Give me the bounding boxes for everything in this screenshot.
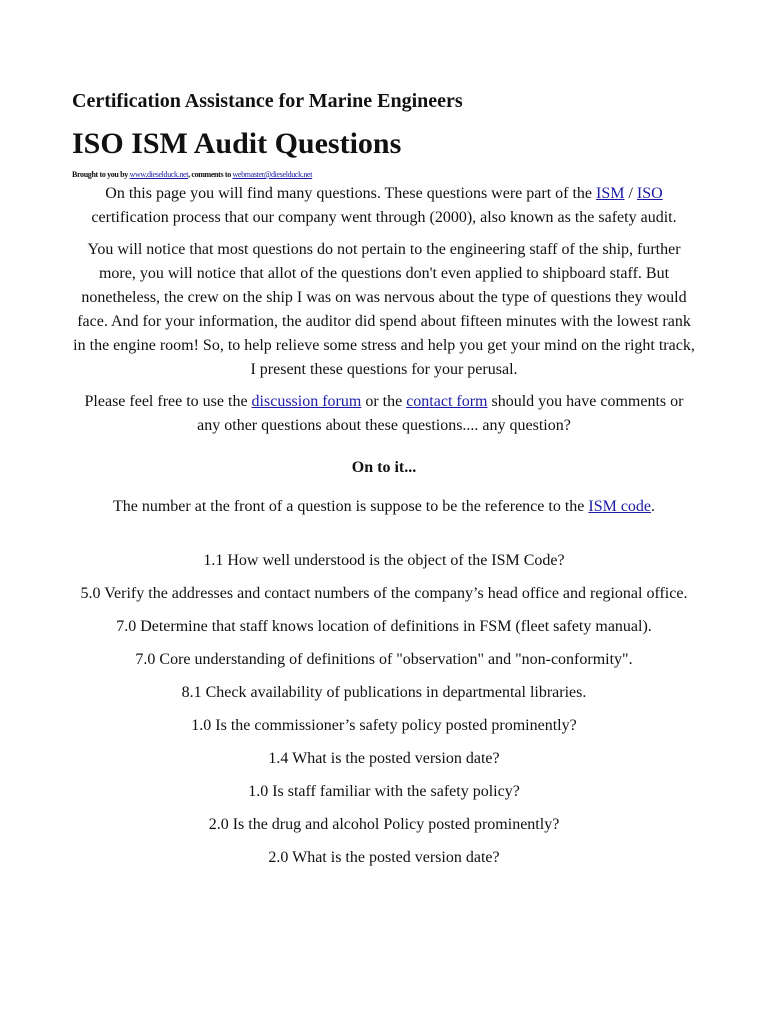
intro-paragraph: [72, 182, 696, 230]
site-link[interactable]: www.dieselduck.net: [129, 170, 189, 179]
page-title: ISO ISM Audit Questions: [72, 127, 402, 160]
question-item: 7.0 Determine that staff knows location of definitions in FSM (fleet safety manual).: [116, 618, 652, 635]
intro-slash: /: [624, 185, 637, 202]
intro-text-1: On this page you will find many questions. These questions were part of the: [105, 185, 597, 202]
ism-link[interactable]: ISM: [596, 185, 625, 202]
contact-form-link[interactable]: contact form: [406, 393, 488, 410]
question-item: 1.1 How well understood is the object of the ISM Code?: [203, 552, 565, 569]
section-heading: On to it...: [351, 459, 417, 476]
notice-paragraph: You will notice that most questions do not pertain to the engineering staff of the ship, further more, you will notice that allot of the questions don't even applied to shipboard staff. But nonetheless, the crew on the ship I was on was nervous about the type of questions they would face. And for your information, the auditor did spend about fifteen minutes with the lowest rank in the engine room! So, to help relieve some stress and help you get your mind on the right track, I present these questions for your perusal.: [73, 241, 695, 378]
credit-line: [72, 170, 696, 180]
credit-middle: , comments to: [188, 170, 233, 179]
question-item: 8.1 Check availability of publications in departmental libraries.: [181, 684, 587, 701]
question-item: 1.0 Is staff familiar with the safety policy?: [248, 783, 520, 800]
feel-free-text-3: should you have comments or any other questions about these questions.... any question?: [197, 393, 684, 434]
question-item: 5.0 Verify the addresses and contact numbers of the company’s head office and regional office.: [80, 585, 688, 602]
question-item: 1.0 Is the commissioner’s safety policy posted prominently?: [191, 717, 577, 734]
number-note-text-2: .: [651, 498, 656, 515]
feel-free-paragraph: [72, 390, 696, 438]
credit-prefix: Brought to you by: [72, 170, 130, 179]
question-item: 2.0 Is the drug and alcohol Policy posted prominently?: [208, 816, 560, 833]
site-heading: Certification Assistance for Marine Engineers: [72, 90, 463, 112]
iso-link[interactable]: ISO: [636, 185, 663, 202]
ism-code-link[interactable]: ISM code: [588, 498, 652, 515]
feel-free-text-1: Please feel free to use the: [84, 393, 252, 410]
question-item: 2.0 What is the posted version date?: [268, 849, 500, 866]
discussion-forum-link[interactable]: discussion forum: [251, 393, 362, 410]
number-note-paragraph: [72, 495, 696, 519]
question-item: 7.0 Core understanding of definitions of "observation" and "non-conformity".: [135, 651, 633, 668]
question-item: 1.4 What is the posted version date?: [268, 750, 500, 767]
question-list: [72, 549, 696, 870]
feel-free-text-2: or the: [361, 393, 407, 410]
email-link[interactable]: webmaster@dieselduck.net: [232, 170, 313, 179]
intro-text-2: certification process that our company went through (2000), also known as the safety audit.: [91, 209, 677, 226]
number-note-text-1: The number at the front of a question is suppose to be the reference to the: [112, 498, 589, 515]
